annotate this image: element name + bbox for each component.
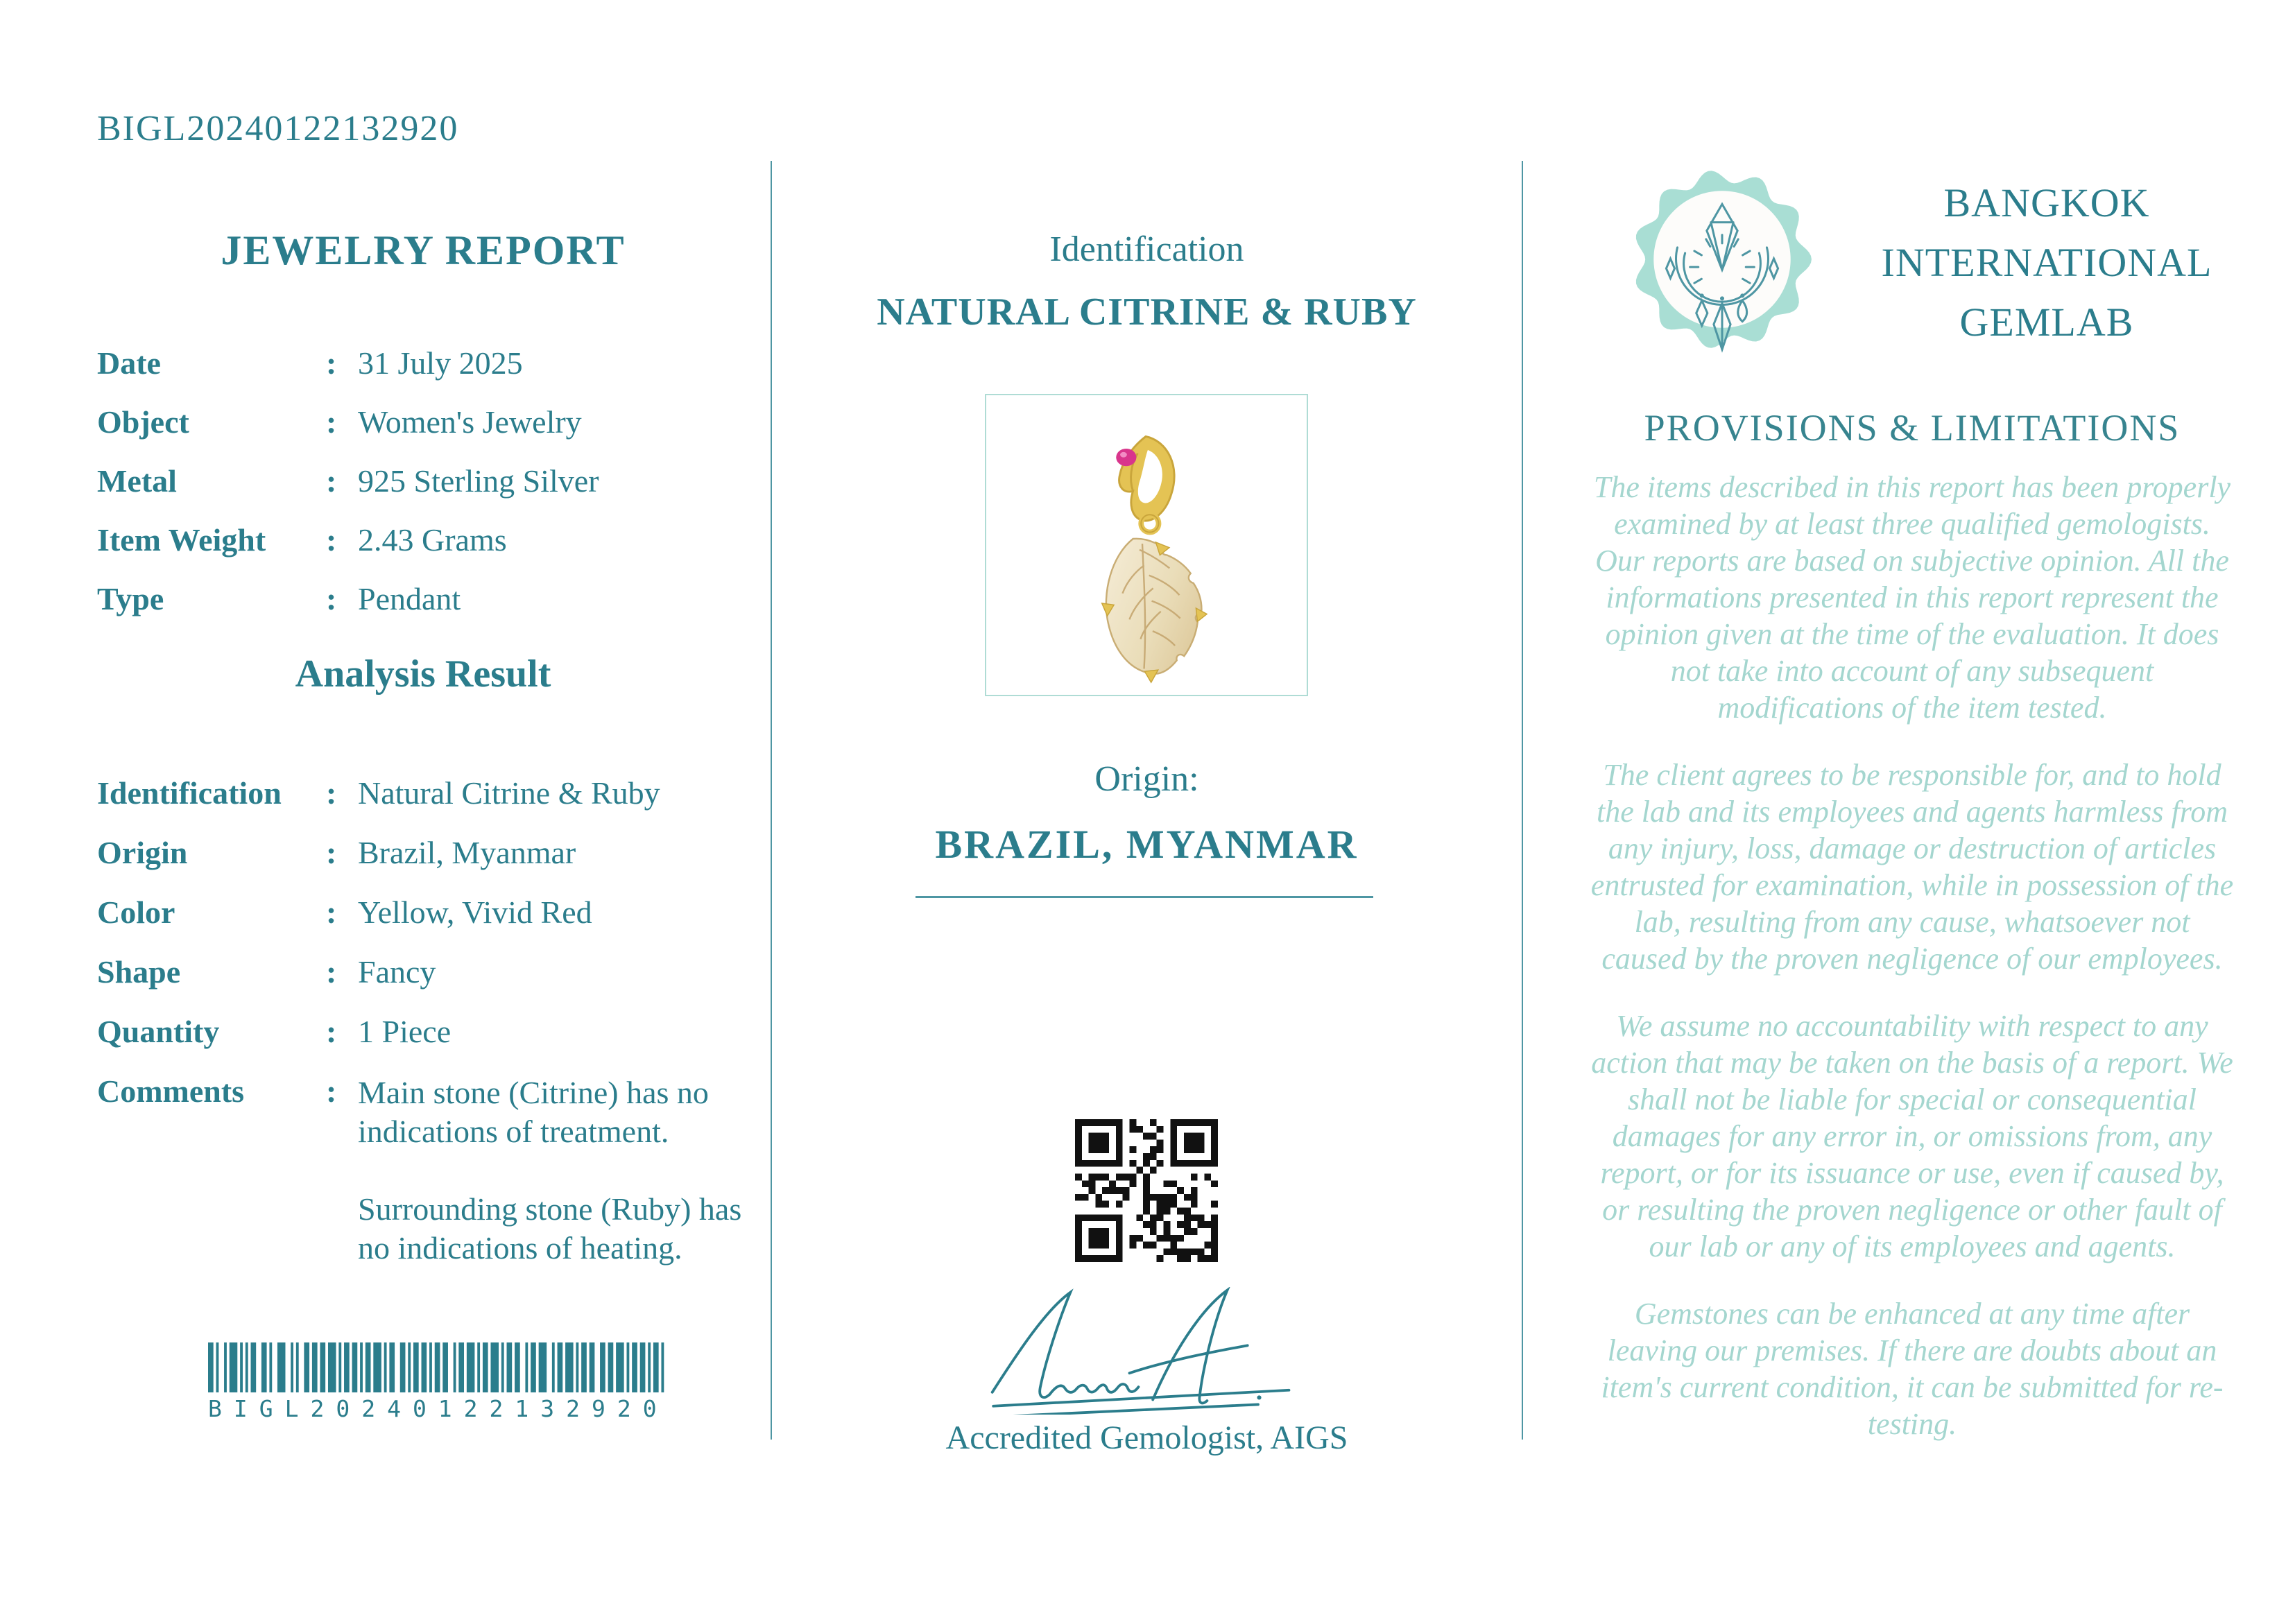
field-row (97, 895, 749, 931)
barcode-text: BIGL20240122132920 (208, 1395, 669, 1422)
field-row (97, 581, 749, 617)
field-colon: : (326, 895, 337, 930)
field-value: Yellow, Vivid Red (358, 895, 592, 930)
field-colon: : (326, 404, 337, 440)
field-label: Color (97, 895, 175, 930)
report-number: BIGL20240122132920 (97, 109, 459, 148)
field-colon: : (326, 954, 337, 990)
field-label: Date (97, 345, 161, 381)
ruby-stone-icon (1116, 449, 1136, 466)
gemologist-signature (945, 1287, 1348, 1415)
field-value: 1 Piece (358, 1014, 452, 1049)
gemlab-logo-icon (1626, 164, 1818, 355)
field-value: Brazil, Myanmar (358, 835, 576, 870)
field-colon: : (326, 463, 337, 499)
field-row (97, 835, 749, 871)
field-colon: : (326, 581, 337, 616)
provisions-paragraph: We assume no accountability with respect to any action that may be taken on the basis of a report. We shall not be liable for special or consequential damages for any error in, or omissions from, any report, or for its issuance or use, even if caused by, or resulting the proven negligence or other fault of our lab or any of its employees and agents. (1591, 1009, 2233, 1263)
field-colon: : (326, 1014, 337, 1049)
lab-name-line: INTERNATIONAL (1881, 240, 2212, 285)
field-row (97, 404, 749, 440)
field-colon: : (326, 835, 337, 870)
barcode (208, 1342, 669, 1422)
field-row (97, 1014, 749, 1050)
field-row (97, 463, 749, 499)
field-value: Pendant (358, 581, 461, 616)
field-label: Item Weight (97, 522, 266, 558)
field-colon: : (326, 345, 337, 381)
field-row (97, 522, 749, 558)
field-label: Quantity (97, 1014, 220, 1049)
field-row (97, 954, 749, 990)
signer-title: Accredited Gemologist, AIGS (945, 1419, 1348, 1456)
origin-heading: Origin: (1094, 759, 1199, 799)
origin-underline (916, 896, 1373, 898)
field-label: Shape (97, 954, 181, 990)
field-row (97, 775, 749, 811)
field-colon: : (326, 775, 337, 811)
provisions-title: PROVISIONS & LIMITATIONS (1644, 407, 2181, 449)
citrine-leaf-icon (1090, 527, 1219, 689)
report-details-section (97, 229, 749, 1268)
field-value: Women's Jewelry (358, 404, 582, 440)
field-value: Natural Citrine & Ruby (358, 775, 660, 811)
analysis-fields (97, 775, 749, 1268)
field-colon: : (326, 522, 337, 558)
analysis-result-title: Analysis Result (295, 653, 551, 696)
provisions-paragraph: Gemstones can be enhanced at any time after leaving our premises. If there are doubts about an item's current condition, it can be submitted for re-testing. (1601, 1297, 2224, 1441)
identification-heading: Identification (1049, 230, 1244, 269)
lab-provisions-section (1522, 0, 2295, 1624)
lab-name-line: GEMLAB (1959, 300, 2134, 345)
report-title: JEWELRY REPORT (221, 227, 626, 273)
lab-name (1847, 173, 2246, 352)
comments-line-1: Main stone (Citrine) has no indications of treatment. (358, 1075, 709, 1149)
gold-bail-icon (1116, 436, 1174, 532)
field-colon: : (326, 1073, 337, 1109)
lab-name-line: BANGKOK (1943, 180, 2150, 225)
field-value: 31 July 2025 (358, 345, 523, 381)
provisions-paragraph: The items described in this report has been properly examined by at least three qualified gemologists. Our reports are based on subjective opinion. All the informations presented in this report represent the opinion given at the time of the evaluation. It does not take into account of any subsequent modifications of the item tested. (1593, 470, 2231, 725)
comments-line-2: Surrounding stone (Ruby) has no indications of heating. (358, 1191, 742, 1265)
barcode-bars-icon (208, 1342, 669, 1392)
pendant-photo (994, 399, 1299, 691)
provisions-paragraph: The client agrees to be responsible for, and to hold the lab and its employees and agents harmless from any injury, loss, damage or destruction of articles entrusted for examination, while in possession of the lab, resulting from any cause, whatsoever not caused by the proven negligence of our employees. (1590, 758, 2234, 976)
field-value: 925 Sterling Silver (358, 463, 599, 499)
field-label: Metal (97, 463, 177, 499)
field-label: Type (97, 581, 164, 616)
field-value: 2.43 Grams (358, 522, 507, 558)
origin-value: BRAZIL, MYANMAR (935, 822, 1359, 867)
field-label: Origin (97, 835, 188, 870)
field-value: Fancy (358, 954, 436, 990)
item-fields (97, 345, 749, 617)
field-label: Comments (97, 1073, 245, 1109)
provisions-text (1590, 469, 2235, 1473)
field-label: Identification (97, 775, 282, 811)
qr-code (1075, 1119, 1218, 1262)
identification-section (771, 0, 1522, 1624)
field-row (97, 345, 749, 381)
comments-row (97, 1073, 749, 1151)
field-label: Object (97, 404, 189, 440)
identification-value: NATURAL CITRINE & RUBY (877, 291, 1417, 334)
item-photo-frame (985, 394, 1308, 696)
